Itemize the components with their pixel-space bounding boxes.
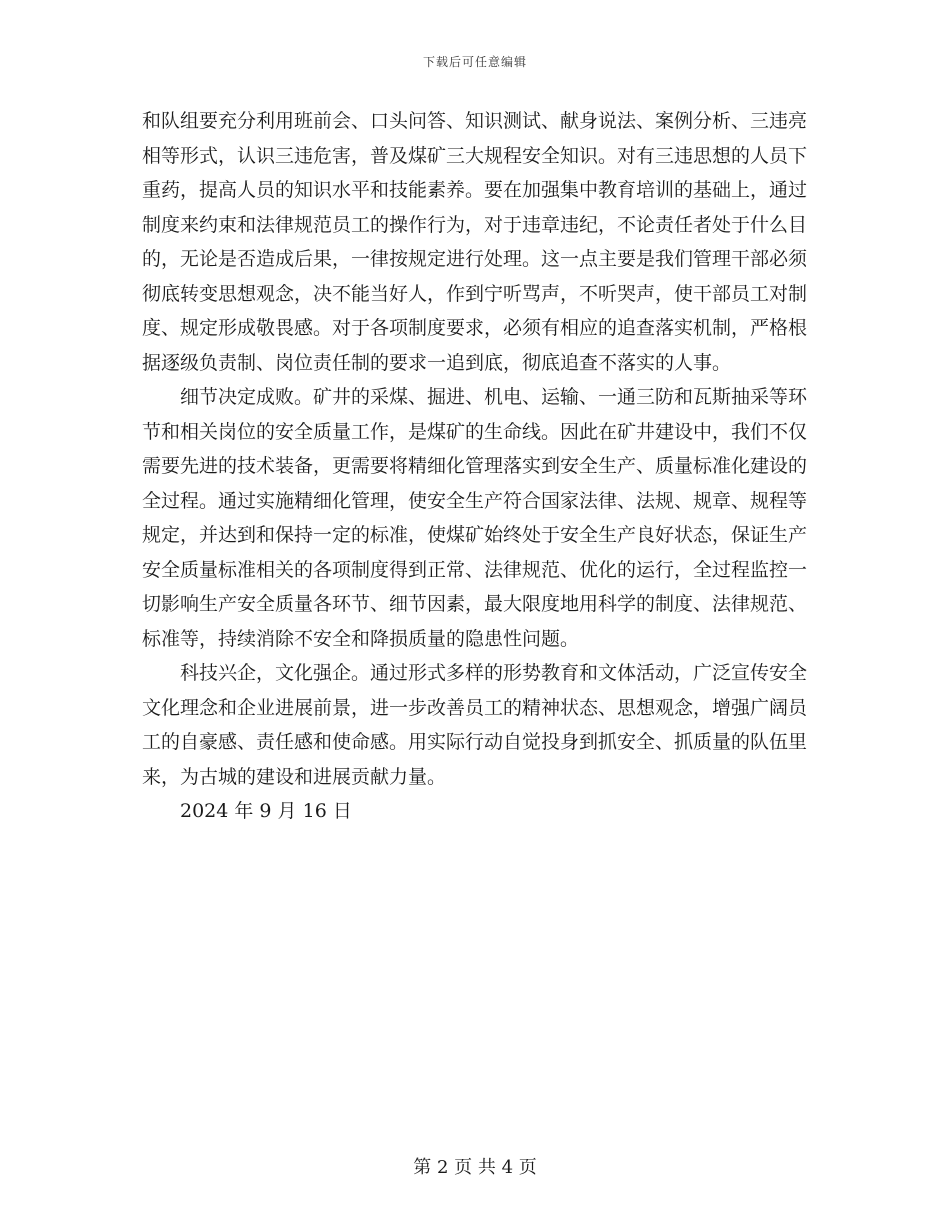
document-body bbox=[142, 104, 807, 829]
paragraph-details: 细节决定成败。矿井的采煤、掘进、机电、运输、一通三防和瓦斯抽采等环节和相关岗位的安全质量工作，是煤矿的生命线。因此在矿井建设中，我们不仅需要先进的技术装备，更需要将精细化管理落实到安全生产、质量标准化建设的全过程。通过实施精细化管理，使安全生产符合国家法律、法规、规章、规程等规定，并达到和保持一定的标准，使煤矿始终处于安全生产良好状态，保证生产安全质量标准相关的各项制度得到正常、法律规范、优化的运行，全过程监控一切影响生产安全质量各环节、细节因素，最大限度地用科学的制度、法律规范、标准等，持续消除不安全和降损质量的隐患性问题。 bbox=[142, 386, 808, 650]
page-number: 第 2 页 共 4 页 bbox=[413, 1157, 537, 1178]
paragraph-continued: 和队组要充分利用班前会、口头问答、知识测试、献身说法、案例分析、三违亮相等形式，认识三违危害，普及煤矿三大规程安全知识。对有三违思想的人员下重药，提高人员的知识水平和技能素养。要在加强集中教育培训的基础上，通过制度来约束和法律规范员工的操作行为，对于违章违纪，不论责任者处于什么目的，无论是否造成后果，一律按规定进行处理。这一点主要是我们管理干部必须彻底转变思想观念，决不能当好人，作到宁听骂声，不听哭声，使干部员工对制度、规定形成敬畏感。对于各项制度要求，必须有相应的追查落实机制，严格根据逐级负责制、岗位责任制的要求一追到底，彻底追查不落实的人事。 bbox=[142, 110, 808, 374]
paragraph-culture: 科技兴企，文化强企。通过形式多样的形势教育和文体活动，广泛宣传安全文化理念和企业进展前景，进一步改善员工的精神状态、思想观念，增强广阔员工的自豪感、责任感和使命感。用实际行动自觉投身到抓安全、抓质量的队伍里来，为古城的建设和进展贡献力量。 bbox=[142, 662, 808, 788]
page-header-note: 下载后可任意编辑 bbox=[422, 55, 527, 69]
document-date: 2024 年 9 月 16 日 bbox=[180, 800, 352, 822]
page-footer bbox=[0, 1153, 950, 1179]
